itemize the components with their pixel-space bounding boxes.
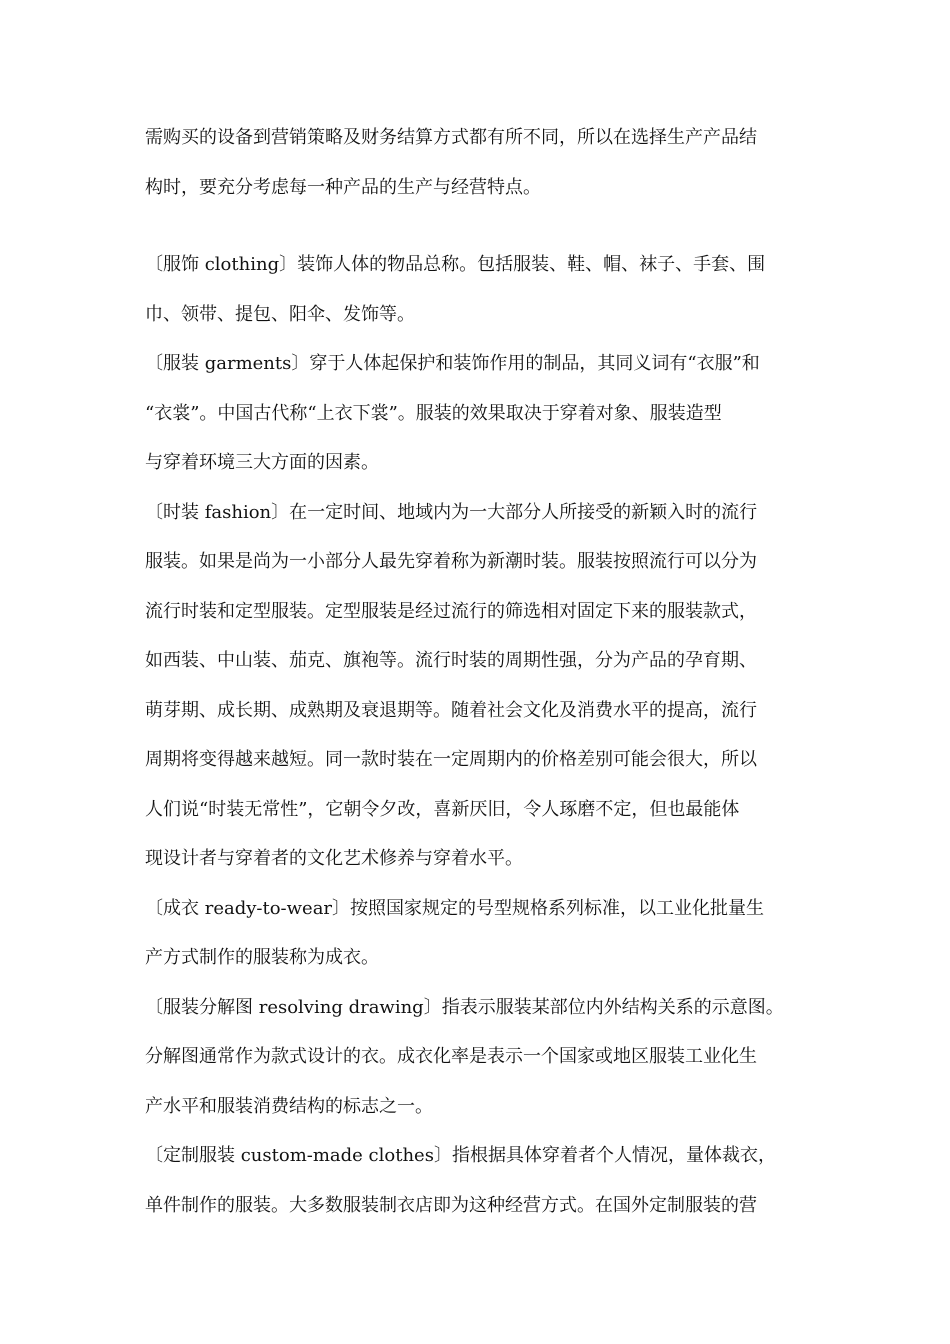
text-line: 如西装、中山装、茄克、旗袍等。流行时装的周期性强，分为产品的孕育期、: [145, 650, 757, 671]
text-line: 周期将变得越来越短。同一款时装在一定周期内的价格差别可能会很大，所以: [145, 749, 757, 770]
paragraph-custom-made: [145, 1131, 815, 1230]
text-line: 〔成衣 ready-to-wear〕按照国家规定的号型规格系列标准，以工业化批量生: [145, 897, 765, 919]
paragraph-clothing: [145, 240, 815, 339]
text-line: 流行时装和定型服装。定型服装是经过流行的筛选相对固定下来的服装款式，: [145, 600, 757, 622]
paragraph-intro: [145, 113, 815, 212]
document-page: [145, 113, 815, 1230]
text-line: 构时，要充分考虑每一种产品的生产与经营特点。: [145, 176, 541, 198]
text-line: 需购买的设备到营销策略及财务结算方式都有所不同，所以在选择生产产品结: [145, 127, 757, 148]
text-line: 〔时装 fashion〕在一定时间、地域内为一大部分人所接受的新颖入时的流行: [145, 501, 758, 523]
paragraph-resolving-drawing: [145, 983, 815, 1132]
text-line: 服装。如果是尚为一小部分人最先穿着称为新潮时装。服装按照流行可以分为: [145, 551, 757, 572]
paragraph-fashion: [145, 488, 815, 884]
text-line: 〔服饰 clothing〕装饰人体的物品总称。包括服装、鞋、帽、袜子、手套、围: [145, 254, 766, 275]
text-line: 产方式制作的服装称为成衣。: [145, 947, 379, 968]
text-line: 〔定制服装 custom-made clothes〕指根据具体穿着者个人情况，量体裁衣，: [145, 1145, 776, 1166]
text-line: “衣裳”。中国古代称“上衣下裳”。服装的效果取决于穿着对象、服装造型: [145, 402, 722, 424]
text-line: 萌芽期、成长期、成熟期及衰退期等。随着社会文化及消费水平的提高，流行: [145, 699, 757, 721]
text-line: 与穿着环境三大方面的因素。: [145, 452, 379, 473]
paragraph-garments: [145, 339, 815, 488]
text-line: 产水平和服装消费结构的标志之一。: [145, 1095, 433, 1117]
paragraph-ready-to-wear: [145, 884, 815, 983]
text-line: 单件制作的服装。大多数服装制衣店即为这种经营方式。在国外定制服装的营: [145, 1194, 757, 1216]
text-line: 现设计者与穿着者的文化艺术修养与穿着水平。: [145, 848, 523, 869]
text-line: 分解图通常作为款式设计的衣。成衣化率是表示一个国家或地区服装工业化生: [145, 1046, 757, 1067]
text-line: 〔服装 garments〕穿于人体起保护和装饰作用的制品，其同义词有“衣服”和: [145, 353, 760, 374]
text-line: 人们说“时装无常性”，它朝令夕改，喜新厌旧，令人琢磨不定，但也最能体: [145, 798, 740, 820]
text-line: 巾、领带、提包、阳伞、发饰等。: [145, 303, 415, 325]
text-line: 〔服装分解图 resolving drawing〕指表示服装某部位内外结构关系的示意图。: [145, 996, 784, 1018]
